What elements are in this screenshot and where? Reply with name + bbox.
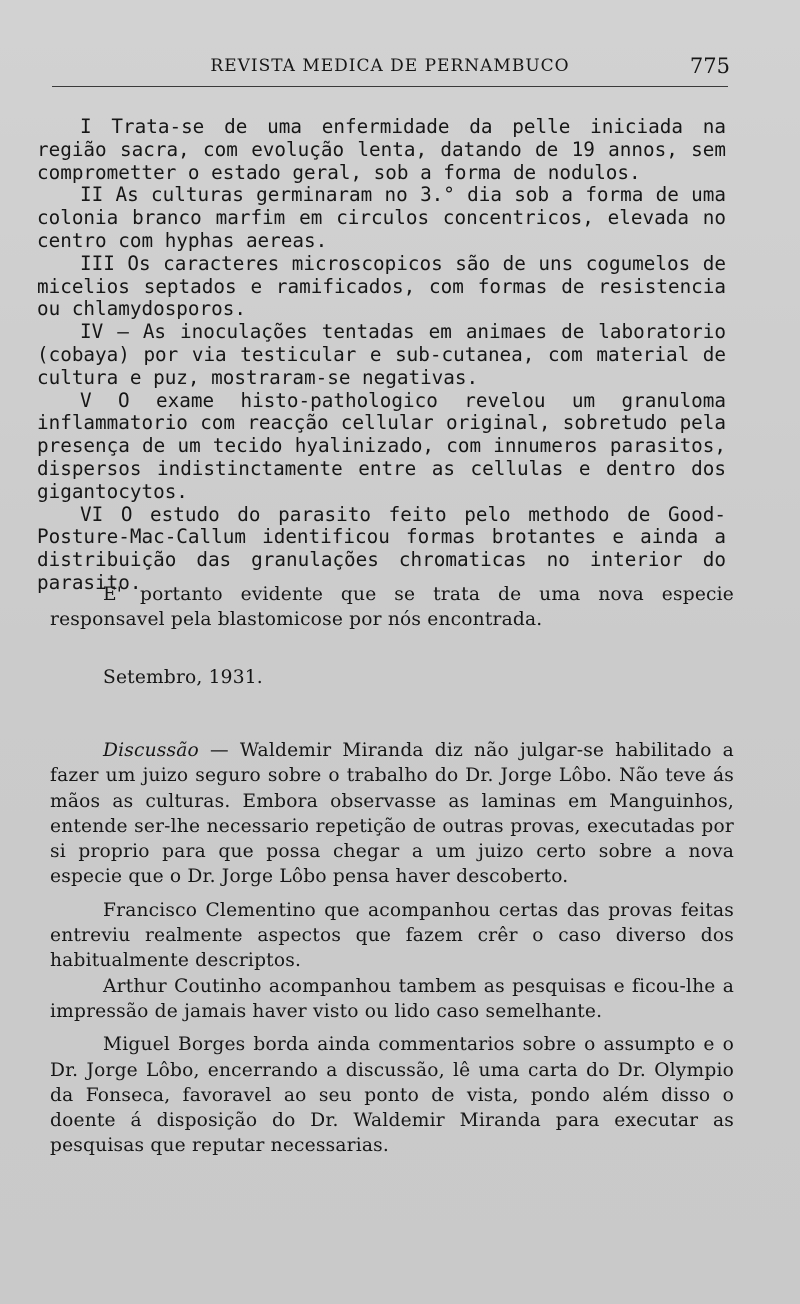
conclusion-item: II As culturas germinaram no 3.° dia sob a forma de uma colonia branco marfim em circulos concentricos, elevada no centro com hyphas aereas. — [37, 183, 726, 252]
conclusion-item: III Os caracteres microscopicos são de uns cogumelos de micelios septados e ramificados, com formas de resistencia ou chlamydosporos. — [37, 251, 726, 321]
discussion-heading: Discussão — [103, 740, 199, 761]
discussion-paragraph: Arthur Coutinho acompanhou tambem as pesquisas e ficou-lhe a impressão de jamais haver visto ou lido caso semelhante. — [50, 975, 734, 1022]
discussion-opening-text: — Waldemir Miranda diz não julgar-se habilitado a fazer um juizo seguro sobre o trabalho do Dr. Jorge Lôbo. Não teve ás mãos as culturas. Embora observasse as laminas em Manguinhos, entende ser-lhe necessario repetição de outras provas, executadas por si proprio para que possa chegar a um juizo certo sobre a nova especie que o Dr. Jorge Lôbo pensa haver descoberto. — [50, 740, 734, 888]
conclusions-list — [37, 116, 726, 595]
discussion-paragraph: Miguel Borges borda ainda commentarios sobre o assumpto e o Dr. Jorge Lôbo, encerrando a discussão, lê uma carta do Dr. Olympio da Fonseca, favoravel ao seu ponto de vista, pondo além disso o doente á disposição do Dr. Waldemir Miranda para executar as pesquisas que reputar necessarias. — [50, 1034, 734, 1157]
page-number: 775 — [689, 54, 730, 78]
conclusion-item: VI O estudo do parasito feito pelo methodo de Good-Posture-Mac-Callum identificou formas brotantes e ainda a distribuição das granulações chromaticas no interior do parasito. — [37, 502, 726, 594]
discussion-paragraph: Francisco Clementino que acompanhou certas das provas feitas entreviu realmente aspectos que fazem crêr o caso diverso dos habitualmente descriptos. — [50, 899, 734, 972]
conclusion-item: IV — As inoculações tentadas em animaes de laboratorio (cobaya) por via testicular e sub-cutanea, com material de cultura e puz, mostraram-se negativas. — [37, 320, 726, 389]
closing-section — [50, 582, 734, 633]
date-line: Setembro, 1931. — [103, 667, 263, 688]
conclusion-item: V O exame histo-pathologico revelou um granuloma inflammatorio com reacção cellular original, sobretudo pela presença de um tecido hyalinizado, com innumeros parasitos, dispersos indistinctamente entre as cellulas e dentro dos gigantocytos. — [37, 388, 726, 503]
running-title: REVISTA MEDICA DE PERNAMBUCO — [210, 56, 570, 76]
discussion-section — [50, 738, 734, 1159]
page-header — [52, 52, 728, 87]
closing-paragraph: E' portanto evidente que se trata de uma nova especie responsavel pela blastomicose por nós encontrada. — [50, 584, 734, 631]
discussion-opening-paragraph — [50, 738, 734, 890]
date-section — [50, 665, 734, 690]
conclusion-item: I Trata-se de uma enfermidade da pelle iniciada na região sacra, com evolução lenta, datando de 19 annos, sem comprometter o estado geral, sob a forma de nodulos. — [37, 115, 726, 184]
